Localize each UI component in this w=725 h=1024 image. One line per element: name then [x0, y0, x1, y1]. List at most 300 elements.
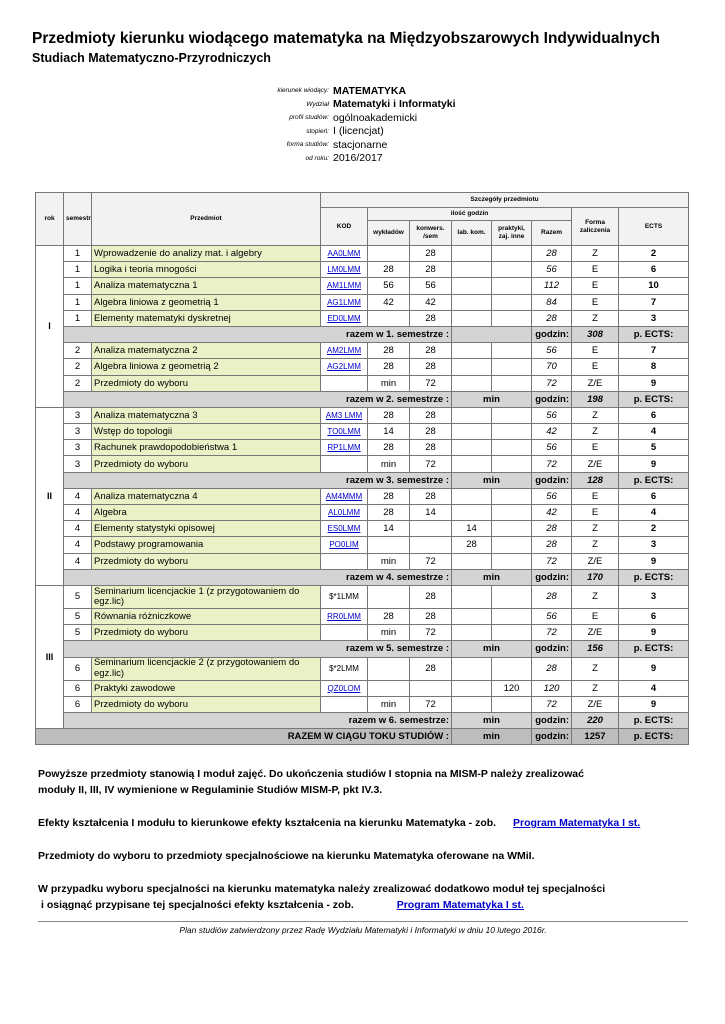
program-metadata — [200, 84, 600, 165]
ects-points: 2 — [619, 246, 689, 262]
assessment-form: E — [572, 440, 619, 456]
ects-points: 3 — [619, 537, 689, 553]
table-row — [36, 343, 689, 359]
semester-sum-ects-label: p. ECTS: — [619, 569, 689, 585]
lectures-hours — [368, 657, 410, 680]
lab-hours — [452, 262, 492, 278]
total-ects-label: p. ECTS: — [619, 729, 689, 745]
assessment-form: Z/E — [572, 375, 619, 391]
semester-sum-min: min — [452, 391, 532, 407]
course-code-link[interactable]: TO0LMM — [327, 427, 361, 437]
total-min: min — [452, 729, 532, 745]
lectures-hours: 28 — [368, 262, 410, 278]
subject-name: Przedmioty do wyboru — [92, 625, 321, 641]
classes-hours: 28 — [410, 310, 452, 326]
course-code[interactable] — [321, 343, 368, 359]
semester-sum-hours: 170 — [572, 569, 619, 585]
practice-hours — [492, 262, 532, 278]
classes-hours: 72 — [410, 456, 452, 472]
semester-cell: 4 — [64, 505, 92, 521]
table-row — [36, 505, 689, 521]
assessment-form: E — [572, 343, 619, 359]
semester-sum-hours-label: godzin: — [532, 472, 572, 488]
subject-name: Seminarium licencjackie 1 (z przygotowaniem do egz.lic) — [92, 585, 321, 608]
year-label: II — [36, 407, 64, 585]
assessment-form: E — [572, 608, 619, 624]
semester-cell: 6 — [64, 696, 92, 712]
course-code — [321, 657, 368, 680]
classes-hours: 28 — [410, 407, 452, 423]
practice-hours — [492, 424, 532, 440]
lab-hours — [452, 343, 492, 359]
meta-label: stopień: — [306, 127, 329, 135]
assessment-form: Z — [572, 246, 619, 262]
meta-row — [200, 138, 600, 152]
col-header-szczegoly: Szczegóły przedmiotu — [321, 193, 689, 208]
col-header-wyklady: wykładów — [368, 221, 410, 246]
ects-points: 9 — [619, 625, 689, 641]
subject-name: Analiza matematyczna 3 — [92, 407, 321, 423]
practice-hours — [492, 294, 532, 310]
ects-points: 8 — [619, 359, 689, 375]
assessment-form: E — [572, 488, 619, 504]
table-row — [36, 553, 689, 569]
subject-name: Wprowadzenie do analizy mat. i algebry — [92, 246, 321, 262]
total-hours: 72 — [532, 375, 572, 391]
assessment-form: Z — [572, 424, 619, 440]
subject-name: Algebra liniowa z geometrią 2 — [92, 359, 321, 375]
course-code — [321, 696, 368, 712]
semester-sum-hours-label: godzin: — [532, 641, 572, 657]
assessment-form: E — [572, 505, 619, 521]
page-subtitle: Studiach Matematyczno-Przyrodniczych — [32, 51, 271, 65]
study-plan-body — [36, 246, 689, 745]
course-code-text: $*1LMM — [329, 592, 359, 602]
lectures-hours — [368, 585, 410, 608]
lab-hours: 28 — [452, 537, 492, 553]
semester-sum-min: min — [452, 641, 532, 657]
practice-hours — [492, 456, 532, 472]
course-code[interactable] — [321, 521, 368, 537]
semester-sum-row — [36, 712, 689, 728]
table-row — [36, 310, 689, 326]
total-hours: 28 — [532, 657, 572, 680]
lectures-hours: 14 — [368, 424, 410, 440]
semester-sum-hours-label: godzin: — [532, 712, 572, 728]
classes-hours: 28 — [410, 424, 452, 440]
semester-sum-hours-label: godzin: — [532, 326, 572, 342]
lectures-hours: 28 — [368, 343, 410, 359]
total-row — [36, 729, 689, 745]
course-code-link[interactable]: AG2LMM — [327, 362, 361, 372]
meta-label: kierunek wiodący: — [277, 87, 329, 95]
subject-name: Analiza matematyczna 4 — [92, 488, 321, 504]
semester-cell: 6 — [64, 657, 92, 680]
lectures-hours — [368, 537, 410, 553]
subject-name: Przedmioty do wyboru — [92, 456, 321, 472]
table-row — [36, 407, 689, 423]
ects-points: 7 — [619, 343, 689, 359]
classes-hours: 28 — [410, 608, 452, 624]
ects-points: 3 — [619, 585, 689, 608]
course-code-link[interactable]: RP1LMM — [327, 443, 361, 453]
course-code[interactable] — [321, 359, 368, 375]
ects-points: 5 — [619, 440, 689, 456]
assessment-form: E — [572, 262, 619, 278]
course-code[interactable] — [321, 680, 368, 696]
ects-points: 7 — [619, 294, 689, 310]
table-row — [36, 537, 689, 553]
total-hours: 72 — [532, 553, 572, 569]
semester-sum-min: min — [452, 472, 532, 488]
semester-sum-ects-label: p. ECTS: — [619, 712, 689, 728]
total-hours: 42 — [532, 424, 572, 440]
course-code[interactable] — [321, 262, 368, 278]
lab-hours — [452, 278, 492, 294]
course-code[interactable] — [321, 310, 368, 326]
lectures-hours: min — [368, 625, 410, 641]
semester-sum-ects-label: p. ECTS: — [619, 326, 689, 342]
lectures-hours: 56 — [368, 278, 410, 294]
lab-hours — [452, 375, 492, 391]
ects-points: 6 — [619, 488, 689, 504]
lab-hours — [452, 680, 492, 696]
semester-cell: 1 — [64, 246, 92, 262]
semester-sum-row — [36, 391, 689, 407]
ects-points: 9 — [619, 456, 689, 472]
ects-points: 6 — [619, 262, 689, 278]
classes-hours: 72 — [410, 553, 452, 569]
total-hours: 56 — [532, 608, 572, 624]
course-code-link[interactable]: AL0LMM — [327, 508, 360, 518]
table-row — [36, 680, 689, 696]
lab-hours — [452, 407, 492, 423]
table-row — [36, 657, 689, 680]
col-header-semestr: semestr — [64, 193, 92, 246]
practice-hours — [492, 657, 532, 680]
table-row — [36, 625, 689, 641]
semester-sum-row — [36, 472, 689, 488]
total-hours: 70 — [532, 359, 572, 375]
assessment-form: Z — [572, 521, 619, 537]
practice-hours — [492, 246, 532, 262]
lectures-hours: 42 — [368, 294, 410, 310]
lab-hours — [452, 440, 492, 456]
semester-cell: 6 — [64, 680, 92, 696]
lab-hours — [452, 657, 492, 680]
total-hours: 1257 — [572, 729, 619, 745]
semester-sum-hours-label: godzin: — [532, 391, 572, 407]
lectures-hours — [368, 680, 410, 696]
practice-hours — [492, 375, 532, 391]
table-row — [36, 440, 689, 456]
practice-hours — [492, 278, 532, 294]
subject-name: Elementy statystyki opisowej — [92, 521, 321, 537]
lectures-hours: min — [368, 375, 410, 391]
lab-hours — [452, 246, 492, 262]
col-header-przedmiot: Przedmiot — [92, 193, 321, 246]
semester-sum-ects-label: p. ECTS: — [619, 472, 689, 488]
lab-hours — [452, 456, 492, 472]
meta-value: MATEMATYKA — [333, 84, 407, 97]
study-plan-table — [35, 192, 689, 745]
year-label: I — [36, 246, 64, 408]
semester-sum-label: razem w 2. semestrze : — [64, 391, 452, 407]
total-hours: 56 — [532, 262, 572, 278]
practice-hours — [492, 440, 532, 456]
subject-name: Algebra — [92, 505, 321, 521]
classes-hours: 72 — [410, 625, 452, 641]
semester-cell: 5 — [64, 625, 92, 641]
assessment-form: E — [572, 278, 619, 294]
ects-points: 9 — [619, 553, 689, 569]
total-hours: 28 — [532, 310, 572, 326]
table-row — [36, 608, 689, 624]
semester-cell: 3 — [64, 424, 92, 440]
meta-value: I (licencjat) — [333, 125, 384, 138]
col-header-rok: rok — [36, 193, 64, 246]
meta-row — [200, 98, 600, 112]
lab-hours — [452, 553, 492, 569]
practice-hours — [492, 537, 532, 553]
meta-label: profil studiów: — [289, 114, 329, 122]
assessment-form: Z/E — [572, 625, 619, 641]
col-header-ects: ECTS — [619, 208, 689, 246]
total-hours: 72 — [532, 696, 572, 712]
semester-sum-min: min — [452, 712, 532, 728]
lectures-hours — [368, 246, 410, 262]
lab-hours — [452, 359, 492, 375]
total-hours: 28 — [532, 585, 572, 608]
semester-cell: 2 — [64, 375, 92, 391]
semester-cell: 4 — [64, 537, 92, 553]
table-row — [36, 424, 689, 440]
course-code-link[interactable]: AM3 LMM — [325, 410, 363, 420]
semester-sum-row — [36, 641, 689, 657]
table-row — [36, 294, 689, 310]
practice-hours — [492, 608, 532, 624]
semester-cell: 4 — [64, 521, 92, 537]
program-link[interactable]: Program Matematyka I st. — [513, 817, 641, 829]
semester-sum-label: razem w 5. semestrze : — [64, 641, 452, 657]
classes-hours — [410, 537, 452, 553]
total-hours: 72 — [532, 456, 572, 472]
assessment-form: Z — [572, 585, 619, 608]
meta-value: Matematyki i Informatyki — [333, 98, 456, 111]
ects-points: 9 — [619, 375, 689, 391]
semester-sum-hours: 198 — [572, 391, 619, 407]
semester-cell: 1 — [64, 278, 92, 294]
ects-points: 6 — [619, 608, 689, 624]
practice-hours — [492, 488, 532, 504]
total-hours: 56 — [532, 407, 572, 423]
semester-cell: 1 — [64, 294, 92, 310]
semester-cell: 2 — [64, 343, 92, 359]
table-row — [36, 246, 689, 262]
meta-row — [200, 111, 600, 125]
note-text: Przedmioty do wyboru to przedmioty specjalnościowe na kierunku Matematyka oferowane na WMiI. — [38, 850, 535, 862]
ects-points: 10 — [619, 278, 689, 294]
course-code[interactable] — [321, 407, 368, 423]
note-effects — [38, 815, 640, 831]
col-header-kod: KOD — [321, 208, 368, 246]
subject-name: Podstawy programowania — [92, 537, 321, 553]
course-code — [321, 585, 368, 608]
course-code[interactable] — [321, 505, 368, 521]
col-header-konwers: konwers. /sem — [410, 221, 452, 246]
subject-name: Praktyki zawodowe — [92, 680, 321, 696]
total-hours: 42 — [532, 505, 572, 521]
practice-hours: 120 — [492, 680, 532, 696]
course-code-text: $*2LMM — [329, 664, 359, 673]
meta-value: ogólnoakademicki — [333, 111, 418, 124]
meta-row — [200, 84, 600, 98]
classes-hours: 72 — [410, 696, 452, 712]
course-code-link[interactable]: PO0LIM — [329, 540, 359, 550]
total-hours: 72 — [532, 625, 572, 641]
col-header-ilosc-godzin: ilość godzin — [368, 208, 572, 221]
subject-name: Wstęp do topologii — [92, 424, 321, 440]
lectures-hours: 28 — [368, 359, 410, 375]
assessment-form: Z — [572, 657, 619, 680]
semester-sum-hours: 156 — [572, 641, 619, 657]
practice-hours — [492, 696, 532, 712]
meta-value: 2016/2017 — [333, 152, 383, 165]
table-row — [36, 585, 689, 608]
semester-sum-hours: 308 — [572, 326, 619, 342]
course-code-link[interactable]: LM0LMM — [327, 265, 361, 275]
ects-points: 2 — [619, 521, 689, 537]
subject-name: Elementy matematyki dyskretnej — [92, 310, 321, 326]
assessment-form: Z/E — [572, 553, 619, 569]
course-code-link[interactable]: AA0LMM — [327, 249, 361, 259]
semester-sum-min — [452, 326, 532, 342]
semester-cell: 3 — [64, 440, 92, 456]
classes-hours: 28 — [410, 246, 452, 262]
course-code[interactable] — [321, 537, 368, 553]
semester-sum-row — [36, 569, 689, 585]
semester-sum-row — [36, 326, 689, 342]
course-code[interactable] — [321, 424, 368, 440]
classes-hours: 14 — [410, 505, 452, 521]
note-text: Efekty kształcenia I modułu to kierunkowe efekty kształcenia na kierunku Matematyka - zob. — [38, 817, 497, 829]
lab-hours — [452, 585, 492, 608]
lectures-hours: min — [368, 456, 410, 472]
lectures-hours: 14 — [368, 521, 410, 537]
lectures-hours: 28 — [368, 440, 410, 456]
classes-hours: 28 — [410, 359, 452, 375]
course-code-link[interactable]: AG1LMM — [327, 297, 361, 307]
note-text: moduły II, III, IV wymienione w Regulaminie Studiów MISM-P, pkt IV.3. — [38, 784, 383, 796]
meta-row — [200, 125, 600, 139]
semester-cell: 2 — [64, 359, 92, 375]
practice-hours — [492, 585, 532, 608]
table-row — [36, 359, 689, 375]
course-code-link[interactable]: AM1LMM — [326, 281, 362, 291]
classes-hours — [410, 521, 452, 537]
semester-sum-label: razem w 4. semestrze : — [64, 569, 452, 585]
lab-hours — [452, 424, 492, 440]
course-code[interactable] — [321, 246, 368, 262]
subject-name: Przedmioty do wyboru — [92, 696, 321, 712]
subject-name: Logika i teoria mnogości — [92, 262, 321, 278]
course-code-link[interactable]: ES0LMM — [327, 524, 361, 534]
total-hours-label: godzin: — [532, 729, 572, 745]
course-code[interactable] — [321, 294, 368, 310]
note-text: W przypadku wyboru specjalności na kierunku matematyka należy zrealizować dodatkowo moduł tej specjalności — [38, 883, 606, 895]
col-header-razem: Razem — [532, 221, 572, 246]
course-code — [321, 375, 368, 391]
lab-hours: 14 — [452, 521, 492, 537]
practice-hours — [492, 359, 532, 375]
table-row — [36, 262, 689, 278]
semester-sum-ects-label: p. ECTS: — [619, 641, 689, 657]
footer-divider — [38, 921, 688, 922]
subject-name: Przedmioty do wyboru — [92, 375, 321, 391]
table-row — [36, 696, 689, 712]
total-hours: 28 — [532, 521, 572, 537]
course-code[interactable] — [321, 440, 368, 456]
course-code-link[interactable]: AM2LMM — [326, 346, 362, 356]
lab-hours — [452, 488, 492, 504]
total-hours: 112 — [532, 278, 572, 294]
course-code-link[interactable]: RR0LMM — [327, 612, 361, 622]
subject-name: Równania różniczkowe — [92, 608, 321, 624]
classes-hours: 28 — [410, 488, 452, 504]
total-hours: 56 — [532, 488, 572, 504]
note-text: i osiągnąć przypisane tej specjalności efekty kształcenia - zob. — [41, 899, 354, 911]
meta-value: stacjonarne — [333, 138, 388, 151]
course-code[interactable] — [321, 488, 368, 504]
program-link[interactable]: Program Matematyka I st. — [396, 899, 524, 911]
assessment-form: E — [572, 359, 619, 375]
lectures-hours: 28 — [368, 488, 410, 504]
total-hours: 56 — [532, 343, 572, 359]
course-code-link[interactable]: AM4MMM — [325, 491, 363, 501]
lectures-hours: 28 — [368, 407, 410, 423]
note-electives — [38, 848, 535, 864]
course-code-link[interactable]: ED0LMM — [327, 313, 361, 323]
course-code — [321, 625, 368, 641]
assessment-form: Z — [572, 537, 619, 553]
practice-hours — [492, 505, 532, 521]
semester-sum-min: min — [452, 569, 532, 585]
semester-sum-hours-label: godzin: — [532, 569, 572, 585]
classes-hours: 42 — [410, 294, 452, 310]
col-header-praktyki: praktyki, zaj. inne — [492, 221, 532, 246]
classes-hours: 28 — [410, 440, 452, 456]
note-module — [38, 766, 584, 798]
col-header-lab: lab. kom. — [452, 221, 492, 246]
meta-label: forma studiów: — [286, 141, 329, 149]
semester-cell: 4 — [64, 488, 92, 504]
course-code[interactable] — [321, 608, 368, 624]
semester-sum-label: razem w 1. semestrze : — [64, 326, 452, 342]
lab-hours — [452, 505, 492, 521]
meta-label: od roku: — [305, 154, 329, 162]
classes-hours: 56 — [410, 278, 452, 294]
lab-hours — [452, 608, 492, 624]
course-code[interactable] — [321, 278, 368, 294]
classes-hours: 28 — [410, 262, 452, 278]
semester-sum-ects-label: p. ECTS: — [619, 391, 689, 407]
semester-cell: 4 — [64, 553, 92, 569]
note-text: Powyższe przedmioty stanowią I moduł zajęć. Do ukończenia studiów I stopnia na MISM-P należy zrealizować — [38, 768, 584, 780]
assessment-form: Z — [572, 407, 619, 423]
practice-hours — [492, 625, 532, 641]
lectures-hours — [368, 310, 410, 326]
course-code-link[interactable]: QZ0LOM — [327, 683, 361, 693]
